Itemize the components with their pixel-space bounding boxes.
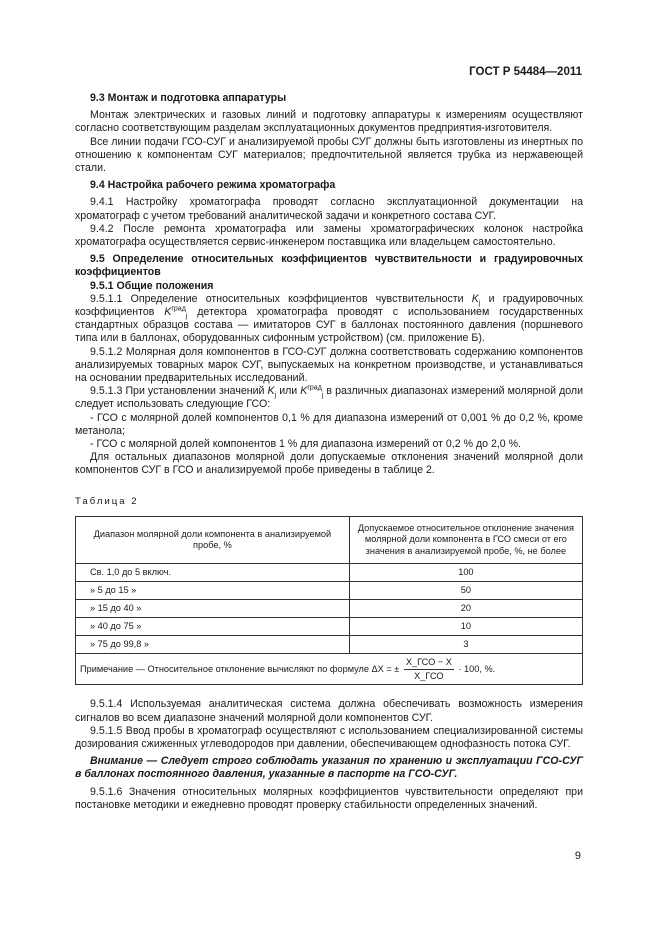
text-a: 9.5.1.3 При установлении значений [90,385,265,398]
list-item: - ГСО с молярной долей компонентов 0,1 % для диапазона измерений от 0,001 % до 0,2 %, кроме метанола; [75,411,583,437]
text-a: 9.5.1.1 Определение относительных коэффициентов чувствительности [90,292,464,305]
para-9-5-1-4: 9.5.1.4 Используемая аналитическая система должна обеспечивать возможность измерения сигналов во всем диапазоне значений молярной доли компонентов СУГ. [75,698,583,724]
para-9-5-1-5: 9.5.1.5 Ввод пробы в хроматограф осуществляют с использованием специализированной системы дозирования сжиженных углеводородов при давлении, обеспечивающем однофазность потока СУГ. [75,724,583,750]
para-9-3-1: Монтаж электрических и газовых линий и подготовку аппаратуры к измерениям осуществляют согласно соответствующим разделам эксплуатационных документов предприятия-изготовителя. [75,109,583,135]
table-row [76,600,583,618]
table-row [76,582,583,600]
warning-note: Внимание — Следует строго соблюдать указания по хранению и эксплуатации ГСО-СУГ в баллонах постоянного давления, указанные в паспорте на ГСО-СУГ. [75,755,583,781]
j-subscript: j [274,392,277,400]
table-cell-range: » 40 до 75 » [76,618,350,636]
k-symbol: K [471,292,479,305]
table-cell-value: 3 [349,636,582,654]
table-cell-value: 20 [349,600,582,618]
para-9-3-2: Все линии подачи ГСО-СУГ и анализируемой пробы СУГ должны быть изготовлены из инертных по отношению к компонентам СУГ материалов; предпочтительной является трубка из нержавеющей стали. [75,135,583,175]
text-b: или [279,385,298,398]
document-header: ГОСТ Р 54484—2011 [469,66,582,78]
para-9-5-1-6: 9.5.1.6 Значения относительных молярных коэффициентов чувствительности определяют при постановке методики и ежедневно проводят проверку стабильности определенных значений. [75,785,583,811]
para-9-5-1-3 [75,385,583,411]
table-cell-value: 100 [349,564,582,582]
table-cell-value: 10 [349,618,582,636]
table-cell-range: » 75 до 99,8 » [76,636,350,654]
k-symbol: K [267,385,275,398]
text-b: и градуировочных коэффициентов [75,292,583,319]
table-header-range: Диапазон молярной доли компонента в анализируемой пробе, % [76,516,350,564]
table-cell-range: » 5 до 15 » [76,582,350,600]
text-c: в различных диапазонах измерений молярной доли следует использовать следующие ГСО: [75,385,584,411]
table-label: Таблица 2 [75,495,139,507]
table-cell-range: » 15 до 40 » [76,600,350,618]
k-symbol: K [300,385,308,398]
j-subscript: j [185,313,188,321]
table-cell-value: 50 [349,582,582,600]
table-note [76,654,583,685]
table-row [76,618,583,636]
note-suffix: · 100, %. [458,663,496,674]
page-body [75,92,583,812]
note-numerator: X_ГСО − X [404,656,454,670]
grad-superscript: град [307,384,322,392]
grad-superscript: град [171,305,186,313]
note-prefix: Примечание — Относительное отклонение вычисляют по формуле ΔX = ± [80,663,400,674]
table-note-row [76,654,583,685]
note-denominator: X_ГСО [414,670,444,681]
section-9-5-title: 9.5 Определение относительных коэффициентов чувствительности и градуировочных коэффициентов [75,253,583,279]
table-2 [75,516,583,686]
list-item: - ГСО с молярной долей компонентов 1 % для диапазона измерений от 0,2 % до 2,0 %. [90,438,522,451]
table-header-deviation: Допускаемое относительное отклонение значения молярной доли компонента в ГСО смеси от его значения в анализируемой пробе, %, не более [349,516,582,564]
table-row [76,636,583,654]
para-9-5-1-3-cont: Для остальных диапазонов молярной доли допускаемые отклонения значений молярной доли компонентов СУГ в ГСО и анализируемой пробе приведены в таблице 2. [75,451,583,477]
para-9-5-1-2: 9.5.1.2 Молярная доля компонентов в ГСО-СУГ должна соответствовать содержанию компонентов анализируемых товарных марок СУГ, выпускаемых на конкретном производстве, и устанавливаться на основании предварительных исследований. [75,345,583,385]
table-row [76,564,583,582]
k-symbol: K [164,306,172,319]
section-9-4-title: 9.4 Настройка рабочего режима хроматографа [90,179,336,192]
page-number: 9 [574,850,581,862]
section-9-3-title: 9.3 Монтаж и подготовка аппаратуры [90,92,287,104]
section-9-5-1-title: 9.5.1 Общие положения [90,279,214,292]
table-cell-range: Св. 1,0 до 5 включ. [76,564,350,582]
j-subscript: j [321,392,324,400]
text-c: детектора хроматографа проводят с использованием государственных стандартных образцов состава — имитаторов СУГ в баллонах постоянного давления (поршневого типа или в баллонах, оборудованных сифонным устройством) (см. приложение Б). [75,306,583,345]
para-9-5-1-1 [75,293,583,346]
para-9-4-1: 9.4.1 Настройку хроматографа проводят согласно эксплуатационной документации на хроматограф с учетом требований аналитической задачи и конкретного состава СУГ. [75,196,583,222]
para-9-4-2: 9.4.2 После ремонта хроматографа или замены хроматографических колонок настройка хроматографа осуществляется сервис-инженером поставщика или владельцем самостоятельно. [75,222,583,249]
j-subscript: j [478,299,481,307]
note-fraction [404,656,454,683]
